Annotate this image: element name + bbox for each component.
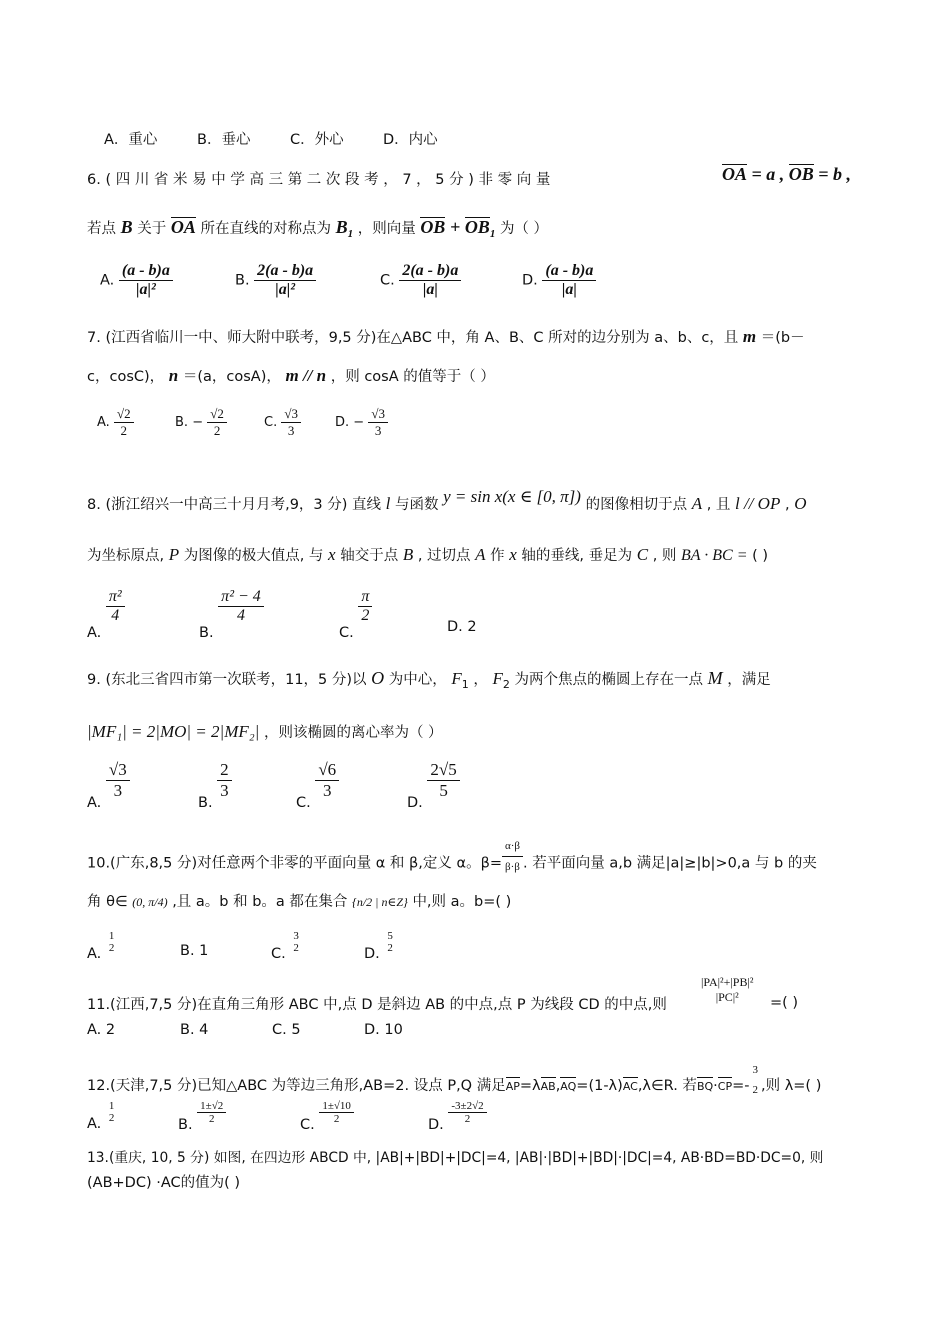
q7-option-c: C. $\frac{√3}{3}$ (264, 406, 301, 439)
q9-option-c: C. $\frac{√6}{3}$ (296, 760, 339, 801)
q5-option-b: B．垂心 (197, 132, 251, 148)
q12-option-b: B. $\frac{1\pm√2}{2}$ (178, 1100, 226, 1125)
q10-option-d: D. 5 2 (364, 930, 393, 962)
q13-line-2: (AB+DC) ·AC的值为( ) (87, 1175, 241, 1191)
q10-option-c: C. 3 2 (271, 930, 299, 962)
q6-line-2: 若点 B 关于 OA 所在直线的对称点为 $B_1$ ，则向量 OB + $OB_1$ 为（ ） (87, 217, 549, 240)
q5-option-c: C．外心 (290, 132, 344, 148)
q11-option-a: A. 2 (87, 1022, 116, 1038)
q6-vector-oa: OA = a , OB = b , (722, 164, 852, 184)
q7-line-2: c，cosC)， n ＝(a，cosA)， m // n ，则 cosA 的值等于（ ） (87, 366, 495, 385)
q8-option-b: B. $\frac{\text{π² − 4}}{4}$ (199, 588, 264, 625)
q12-option-d: D. $\frac{-3\pm 2√2}{2}$ (428, 1100, 487, 1125)
q5-option-d: D．内心 (383, 132, 438, 148)
q6-option-b: B. $\frac{2(a - b)a}{\text{|a|²}}$ (235, 262, 316, 299)
q13-line-1: 13.(重庆, 10, 5 分) 如图, 在四边形 ABCD 中, |AB|+|BD|+|DC|=4, |AB|·|BD|+|BD|·|DC|=4, AB·BD=BD·DC=0, 则 (87, 1150, 824, 1166)
q11-fraction: |PA|²+|PB|² |PC|² (701, 975, 754, 1004)
q12-line: 12.(天津,7,5 分)已知△ABC 为等边三角形,AB=2. 设点 P,Q 满足AP=λAB,AQ=(1-λ)AC,λ∈R. 若BQ·CP=- 3 2 ,则 λ=( ) (87, 1064, 822, 1096)
q6-line-1 (87, 170, 550, 190)
q8-option-d: D. 2 (447, 619, 477, 635)
q8-line-1: 8. (浙江绍兴一中高三十月月考,9，3 分) 直线 l 与函数 y = sin x(x ∈ [0, π]) 的图像相切于点 A , 且 l // OP , O (87, 487, 807, 513)
q10-option-a: A. 1 2 (87, 930, 115, 962)
q11-option-c: C. 5 (272, 1022, 301, 1038)
q11-tail: =( ) (770, 995, 799, 1011)
q9-option-a: A. $\frac{√3}{3}$ (87, 760, 130, 801)
q6-prefix: 6. ( 四 川 省 米 易 中 学 高 三 第 二 次 段 考 ， 7 ， 5 分 ) 非 零 向 量 (87, 172, 551, 188)
q8-option-a: A. $\frac{\text{π²}}{4}$ (87, 588, 125, 625)
q6-option-c: C. $\frac{2(a - b)a}{|a|}$ (380, 262, 461, 299)
q11-option-b: B. 4 (180, 1022, 209, 1038)
q12-option-c: C. $\frac{1\pm√10}{2}$ (300, 1100, 354, 1125)
q10-line-1: 10.(广东,8,5 分)对任意两个非零的平面向量 α 和 β,定义 α。β= $\frac{\alpha\cdot\beta}{\beta\cdot\beta}$ . 若平面向量 a,b 满足|a|≥|b|>0,a 与 b 的夹 (87, 843, 817, 884)
q8-option-c: C. $\frac{\pi}{2}$ (339, 588, 372, 625)
q7-option-a: A. $\frac{√2}{2}$ (97, 406, 134, 439)
q9-option-b: B. $\frac{2}{3}$ (198, 760, 232, 801)
q10-line-2: 角 θ∈ (0, π/4) ,且 a。b 和 b。a 都在集合 {n/2 | n∈Z} 中,则 a。b=( ) (87, 894, 512, 910)
q9-line-2: |MF₁| = 2|MO| = 2|MF₂| ，则该椭圆的离心率为（ ） (87, 722, 443, 741)
q11-option-d: D. 10 (364, 1022, 403, 1038)
q10-option-b: B. 1 (180, 943, 209, 959)
q9-line-1: 9. (东北三省四市第一次联考，11，5 分)以 O 为中心， $F_1$ ， $F_2$ 为两个焦点的椭圆上存在一点 M ，满足 (87, 668, 771, 691)
q5-option-a: A．重心 (104, 132, 158, 148)
q12-option-a: A. 1 2 (87, 1100, 115, 1132)
q7-line-1: 7. (江西省临川一中、师大附中联考，9,5 分)在△ABC 中，角 A、B、C 所对的边分别为 a、b、c，且 m ＝(b－ (87, 327, 805, 346)
q7-option-b: B. − $\frac{√2}{2}$ (175, 406, 227, 439)
q6-option-d: D. $\frac{(a - b)a}{|a|}$ (522, 262, 596, 299)
q8-line-2: 为坐标原点, P 为图像的极大值点, 与 x 轴交于点 B , 过切点 A 作 x 轴的垂线, 垂足为 C , 则 BA · BC = ( ) (87, 545, 769, 564)
q6-option-a: A. $\frac{(a - b)a}{\text{|a|²}}$ (100, 262, 173, 299)
q7-option-d: D. − $\frac{√3}{3}$ (335, 406, 388, 439)
q9-option-d: D. $\frac{2√5}{5}$ (407, 760, 460, 801)
q11-line: 11.(江西,7,5 分)在直角三角形 ABC 中,点 D 是斜边 AB 的中点,点 P 为线段 CD 的中点,则 (87, 997, 667, 1013)
